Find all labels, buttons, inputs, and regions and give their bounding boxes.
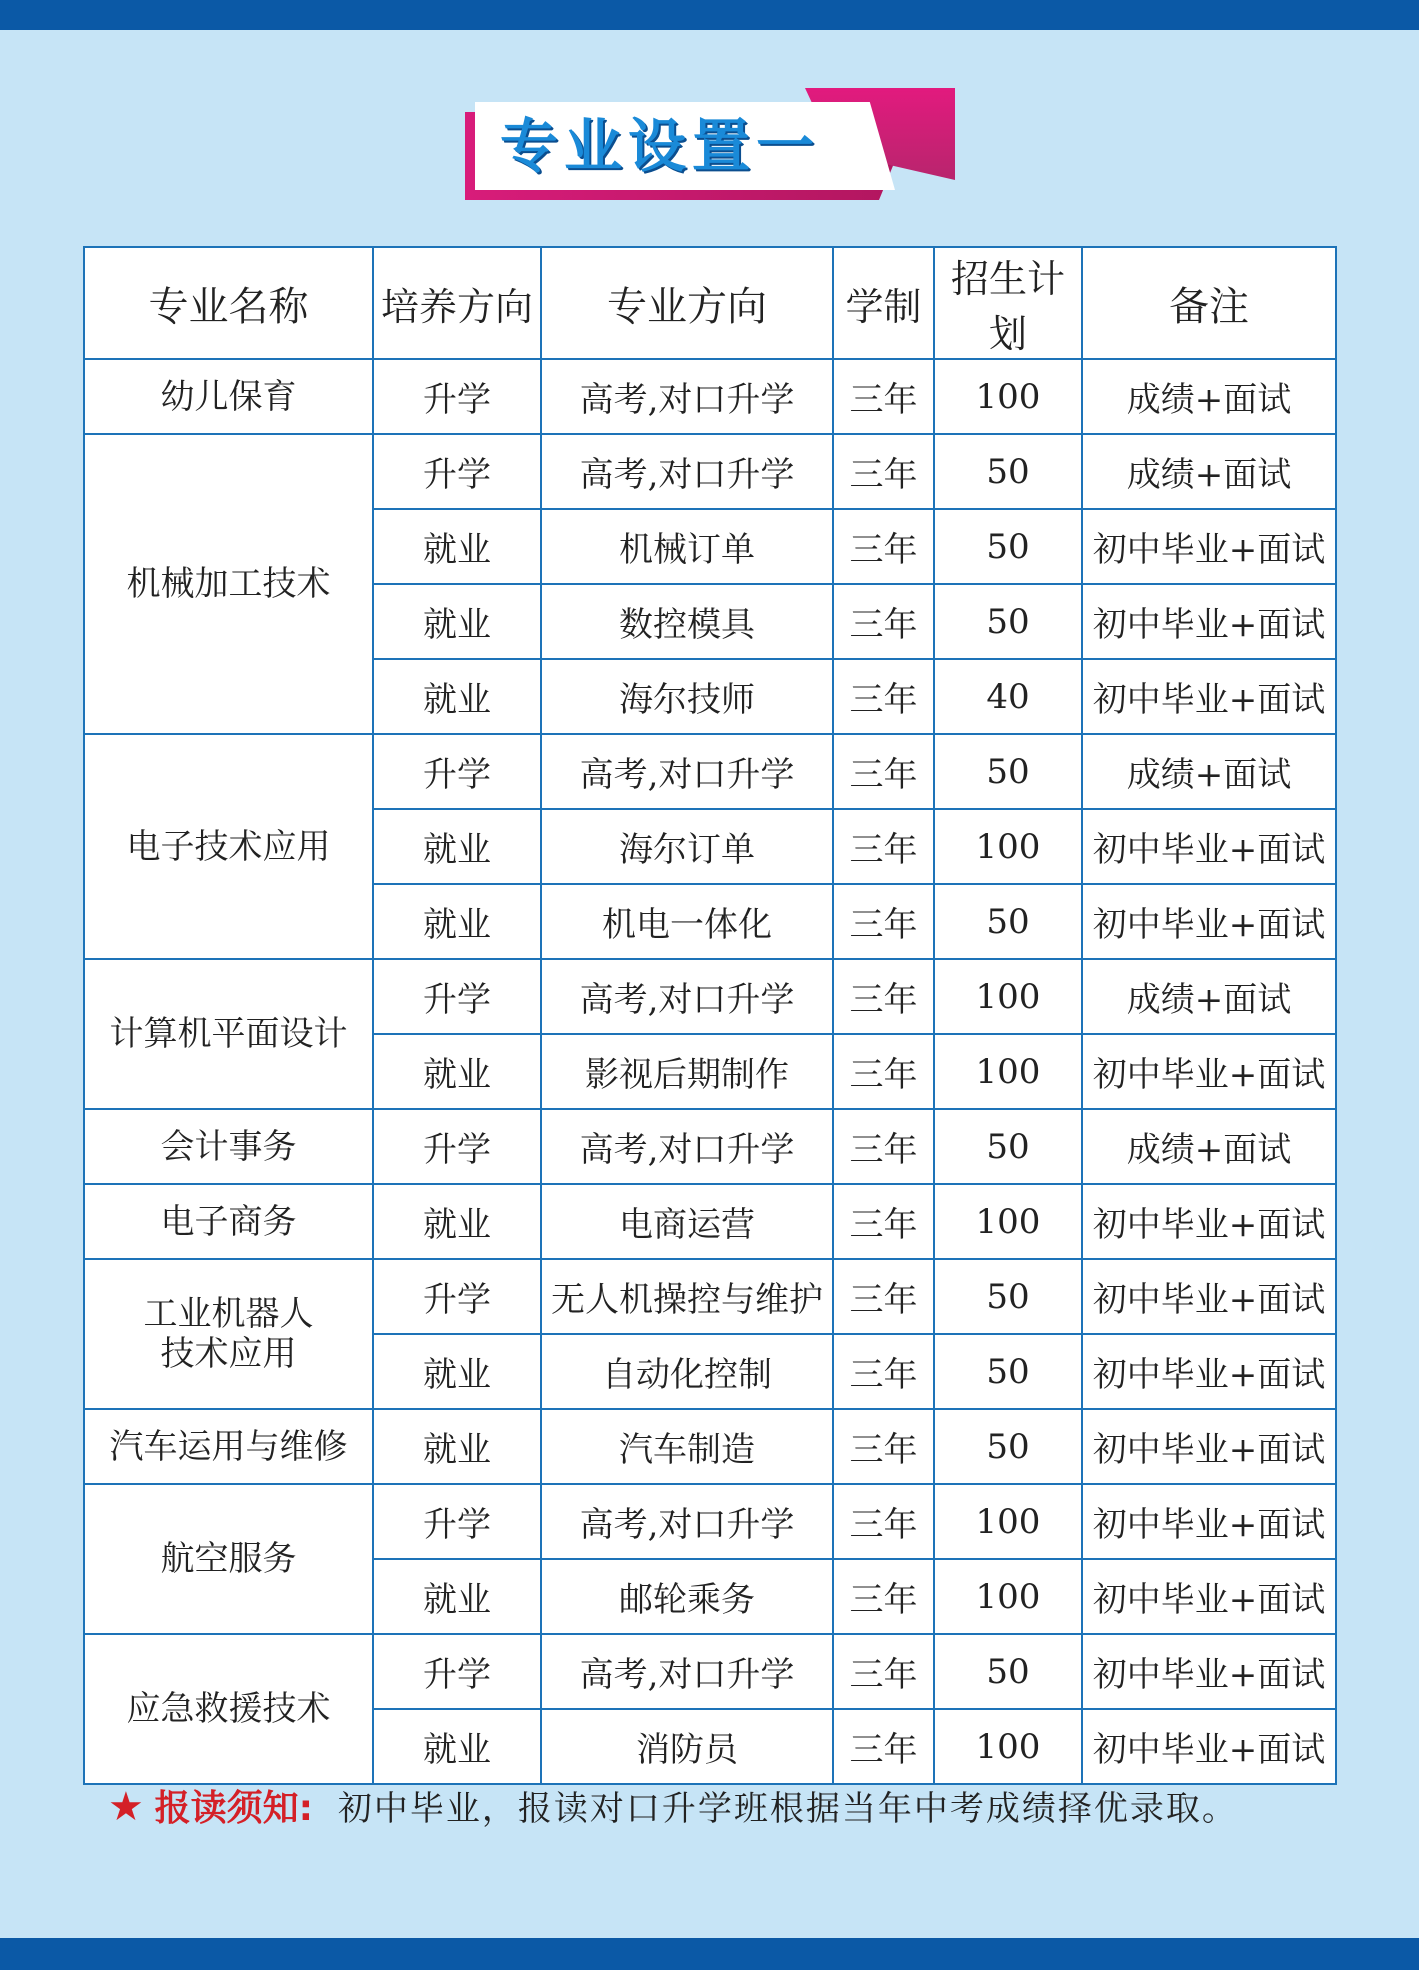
major-name-cell: 计算机平面设计 bbox=[84, 959, 373, 1109]
table-row bbox=[84, 1259, 1336, 1334]
enrollment-plan-cell: 100 bbox=[934, 1034, 1082, 1109]
enrollment-plan-cell: 50 bbox=[934, 734, 1082, 809]
major-name-cell: 幼儿保育 bbox=[84, 359, 373, 434]
direction-cell: 就业 bbox=[373, 509, 541, 584]
remark-cell: 初中毕业+面试 bbox=[1082, 1409, 1336, 1484]
remark-cell: 成绩+面试 bbox=[1082, 1109, 1336, 1184]
major-name-cell: 电子商务 bbox=[84, 1184, 373, 1259]
specialty-cell: 汽车制造 bbox=[541, 1409, 833, 1484]
duration-cell: 三年 bbox=[833, 1559, 934, 1634]
direction-cell: 升学 bbox=[373, 1109, 541, 1184]
star-icon: ★ bbox=[108, 1784, 144, 1830]
table-row bbox=[84, 1409, 1336, 1484]
major-name-cell: 机械加工技术 bbox=[84, 434, 373, 734]
table-header-row bbox=[84, 247, 1336, 359]
enrollment-plan-cell: 100 bbox=[934, 1709, 1082, 1784]
remark-cell: 成绩+面试 bbox=[1082, 434, 1336, 509]
direction-cell: 就业 bbox=[373, 1559, 541, 1634]
major-name-cell: 工业机器人 技术应用 bbox=[84, 1259, 373, 1409]
notice-text: 初中毕业，报读对口升学班根据当年中考成绩择优录取。 bbox=[337, 1789, 1238, 1829]
direction-cell: 就业 bbox=[373, 1709, 541, 1784]
duration-cell: 三年 bbox=[833, 584, 934, 659]
table-row bbox=[84, 359, 1336, 434]
table-row bbox=[84, 959, 1336, 1034]
major-name-cell: 汽车运用与维修 bbox=[84, 1409, 373, 1484]
specialty-cell: 邮轮乘务 bbox=[541, 1559, 833, 1634]
remark-cell: 成绩+面试 bbox=[1082, 734, 1336, 809]
enrollment-plan-cell: 100 bbox=[934, 1184, 1082, 1259]
direction-cell: 就业 bbox=[373, 1034, 541, 1109]
remark-cell: 成绩+面试 bbox=[1082, 959, 1336, 1034]
specialty-cell: 数控模具 bbox=[541, 584, 833, 659]
specialty-cell: 高考,对口升学 bbox=[541, 1634, 833, 1709]
direction-cell: 升学 bbox=[373, 1259, 541, 1334]
table-row bbox=[84, 1109, 1336, 1184]
majors-table bbox=[83, 246, 1337, 1785]
remark-cell: 初中毕业+面试 bbox=[1082, 1559, 1336, 1634]
remark-cell: 初中毕业+面试 bbox=[1082, 1709, 1336, 1784]
enrollment-notice bbox=[108, 1780, 1328, 1831]
duration-cell: 三年 bbox=[833, 509, 934, 584]
header-specialty: 专业方向 bbox=[541, 247, 833, 359]
direction-cell: 就业 bbox=[373, 1184, 541, 1259]
specialty-cell: 高考,对口升学 bbox=[541, 434, 833, 509]
specialty-cell: 海尔技师 bbox=[541, 659, 833, 734]
major-name-cell: 电子技术应用 bbox=[84, 734, 373, 959]
enrollment-plan-cell: 50 bbox=[934, 1259, 1082, 1334]
remark-cell: 初中毕业+面试 bbox=[1082, 884, 1336, 959]
enrollment-plan-cell: 40 bbox=[934, 659, 1082, 734]
direction-cell: 升学 bbox=[373, 959, 541, 1034]
specialty-cell: 电商运营 bbox=[541, 1184, 833, 1259]
direction-cell: 就业 bbox=[373, 659, 541, 734]
specialty-cell: 机械订单 bbox=[541, 509, 833, 584]
header-remark: 备注 bbox=[1082, 247, 1336, 359]
duration-cell: 三年 bbox=[833, 1034, 934, 1109]
header-duration: 学制 bbox=[833, 247, 934, 359]
enrollment-plan-cell: 50 bbox=[934, 509, 1082, 584]
enrollment-plan-cell: 50 bbox=[934, 1334, 1082, 1409]
specialty-cell: 海尔订单 bbox=[541, 809, 833, 884]
duration-cell: 三年 bbox=[833, 1484, 934, 1559]
duration-cell: 三年 bbox=[833, 884, 934, 959]
specialty-cell: 高考,对口升学 bbox=[541, 1484, 833, 1559]
direction-cell: 升学 bbox=[373, 1484, 541, 1559]
duration-cell: 三年 bbox=[833, 1259, 934, 1334]
table-row bbox=[84, 1184, 1336, 1259]
enrollment-plan-cell: 50 bbox=[934, 1109, 1082, 1184]
enrollment-plan-cell: 100 bbox=[934, 1484, 1082, 1559]
table-row bbox=[84, 1484, 1336, 1559]
remark-cell: 初中毕业+面试 bbox=[1082, 659, 1336, 734]
table-row bbox=[84, 1634, 1336, 1709]
duration-cell: 三年 bbox=[833, 359, 934, 434]
direction-cell: 升学 bbox=[373, 359, 541, 434]
direction-cell: 就业 bbox=[373, 584, 541, 659]
direction-cell: 就业 bbox=[373, 809, 541, 884]
specialty-cell: 消防员 bbox=[541, 1709, 833, 1784]
direction-cell: 升学 bbox=[373, 434, 541, 509]
duration-cell: 三年 bbox=[833, 434, 934, 509]
duration-cell: 三年 bbox=[833, 1109, 934, 1184]
specialty-cell: 高考,对口升学 bbox=[541, 734, 833, 809]
duration-cell: 三年 bbox=[833, 809, 934, 884]
duration-cell: 三年 bbox=[833, 1709, 934, 1784]
specialty-cell: 无人机操控与维护 bbox=[541, 1259, 833, 1334]
remark-cell: 初中毕业+面试 bbox=[1082, 1484, 1336, 1559]
remark-cell: 成绩+面试 bbox=[1082, 359, 1336, 434]
duration-cell: 三年 bbox=[833, 1634, 934, 1709]
table-body bbox=[84, 359, 1336, 1784]
notice-label: 报读须知: bbox=[154, 1788, 314, 1829]
remark-cell: 初中毕业+面试 bbox=[1082, 809, 1336, 884]
remark-cell: 初中毕业+面试 bbox=[1082, 1259, 1336, 1334]
duration-cell: 三年 bbox=[833, 734, 934, 809]
duration-cell: 三年 bbox=[833, 1184, 934, 1259]
enrollment-plan-cell: 50 bbox=[934, 1634, 1082, 1709]
remark-cell: 初中毕业+面试 bbox=[1082, 1634, 1336, 1709]
remark-cell: 初中毕业+面试 bbox=[1082, 584, 1336, 659]
top-band bbox=[0, 0, 1419, 30]
direction-cell: 就业 bbox=[373, 1334, 541, 1409]
major-name-cell: 会计事务 bbox=[84, 1109, 373, 1184]
table-row bbox=[84, 434, 1336, 509]
specialty-cell: 高考,对口升学 bbox=[541, 1109, 833, 1184]
page-title: 专业设置一 bbox=[500, 112, 821, 180]
major-name-cell: 航空服务 bbox=[84, 1484, 373, 1634]
duration-cell: 三年 bbox=[833, 959, 934, 1034]
specialty-cell: 高考,对口升学 bbox=[541, 359, 833, 434]
direction-cell: 升学 bbox=[373, 1634, 541, 1709]
duration-cell: 三年 bbox=[833, 1409, 934, 1484]
major-name-cell: 应急救援技术 bbox=[84, 1634, 373, 1784]
specialty-cell: 自动化控制 bbox=[541, 1334, 833, 1409]
specialty-cell: 高考,对口升学 bbox=[541, 959, 833, 1034]
remark-cell: 初中毕业+面试 bbox=[1082, 1034, 1336, 1109]
header-enrollment-plan: 招生计划 bbox=[934, 247, 1082, 359]
enrollment-plan-cell: 50 bbox=[934, 884, 1082, 959]
enrollment-plan-cell: 50 bbox=[934, 584, 1082, 659]
direction-cell: 就业 bbox=[373, 1409, 541, 1484]
remark-cell: 初中毕业+面试 bbox=[1082, 509, 1336, 584]
remark-cell: 初中毕业+面试 bbox=[1082, 1184, 1336, 1259]
bottom-band bbox=[0, 1938, 1419, 1970]
enrollment-plan-cell: 100 bbox=[934, 1559, 1082, 1634]
enrollment-plan-cell: 50 bbox=[934, 1409, 1082, 1484]
direction-cell: 升学 bbox=[373, 734, 541, 809]
enrollment-plan-cell: 100 bbox=[934, 809, 1082, 884]
table-row bbox=[84, 734, 1336, 809]
enrollment-plan-cell: 100 bbox=[934, 959, 1082, 1034]
title-banner bbox=[455, 88, 955, 213]
duration-cell: 三年 bbox=[833, 1334, 934, 1409]
enrollment-plan-cell: 50 bbox=[934, 434, 1082, 509]
specialty-cell: 影视后期制作 bbox=[541, 1034, 833, 1109]
remark-cell: 初中毕业+面试 bbox=[1082, 1334, 1336, 1409]
header-direction: 培养方向 bbox=[373, 247, 541, 359]
enrollment-plan-cell: 100 bbox=[934, 359, 1082, 434]
direction-cell: 就业 bbox=[373, 884, 541, 959]
specialty-cell: 机电一体化 bbox=[541, 884, 833, 959]
header-major-name: 专业名称 bbox=[84, 247, 373, 359]
duration-cell: 三年 bbox=[833, 659, 934, 734]
